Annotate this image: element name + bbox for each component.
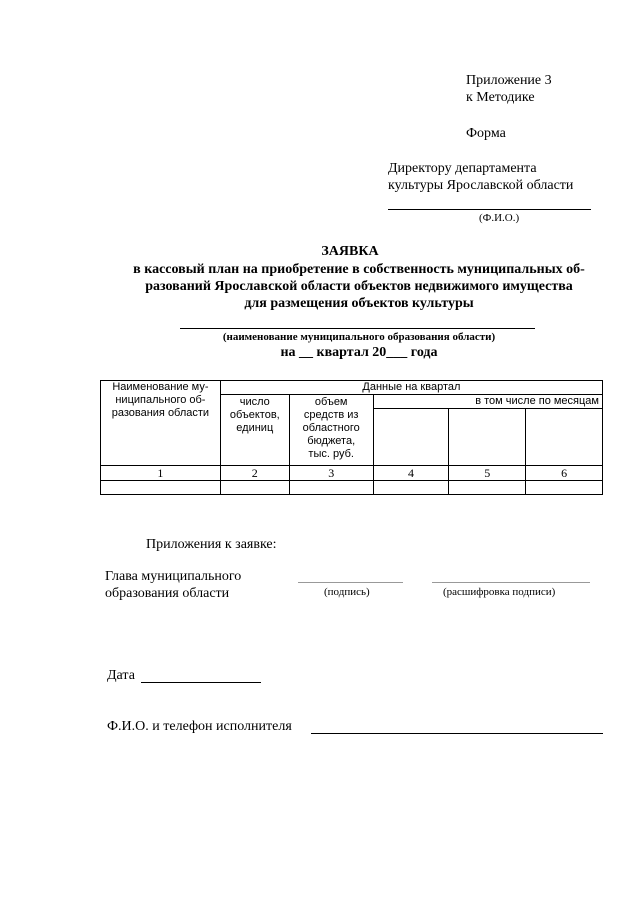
month-cell [526,409,603,466]
signature-caption: (подпись) [324,586,370,598]
column-number: 5 [449,466,526,481]
head-role-line-1: Глава муниципального [105,569,242,584]
column-number: 1 [101,466,221,481]
addressee-line-2: культуры Ярославской области [388,178,574,193]
title-line-3: для размещения объектов культуры [244,296,474,311]
form-label: Форма [466,126,506,141]
col-objects-count-header: число объектов, единиц [220,395,289,466]
request-table [100,380,603,495]
date-label: Дата [107,668,135,683]
municipality-name-caption: (наименование муниципального образования области) [222,331,496,343]
municipality-name-line [180,328,535,329]
document-heading: ЗАЯВКА [321,244,379,259]
month-cell [449,409,526,466]
table-cell[interactable] [449,481,526,495]
column-numbers-row [101,466,603,481]
title-line-2: разований Ярославской области объектов недвижимого имущества [145,279,573,294]
table-cell[interactable] [101,481,221,495]
executor-field[interactable] [311,733,603,734]
table-cell[interactable] [373,481,449,495]
quarter-data-header: Данные на квартал [220,381,602,395]
fio-caption: (Ф.И.О.) [479,212,520,224]
column-number: 4 [373,466,449,481]
table-cell[interactable] [526,481,603,495]
appendix-reference: к Методике [466,90,535,105]
col-municipality-header: Наименование му- ниципального об- разования области [101,381,221,466]
quarter-line: на __ квартал 20___ года [280,345,438,360]
addressee-line-1: Директору департамента [388,161,537,176]
signature-decode-caption: (расшифровка подписи) [443,586,556,598]
attachments-label: Приложения к заявке: [146,537,277,552]
appendix-number: Приложение 3 [466,73,552,88]
date-field[interactable] [141,682,261,683]
title-line-1: в кассовый план на приобретение в собственность муниципальных об- [133,262,585,277]
column-number: 2 [220,466,289,481]
column-number: 3 [289,466,373,481]
month-cell [373,409,449,466]
signature-decode-line [432,582,590,583]
table-cell[interactable] [289,481,373,495]
head-role-line-2: образования области [105,586,230,601]
table-header-row-1 [101,381,603,395]
months-header: в том числе по месяцам [373,395,602,409]
col-budget-volume-header: объем средств из областного бюджета, тыс. руб. [289,395,373,466]
column-number: 6 [526,466,603,481]
executor-label: Ф.И.О. и телефон исполнителя [107,719,292,734]
table-row [101,481,603,495]
addressee-signature-line [388,209,591,210]
signature-line [298,582,403,583]
table-cell[interactable] [220,481,289,495]
